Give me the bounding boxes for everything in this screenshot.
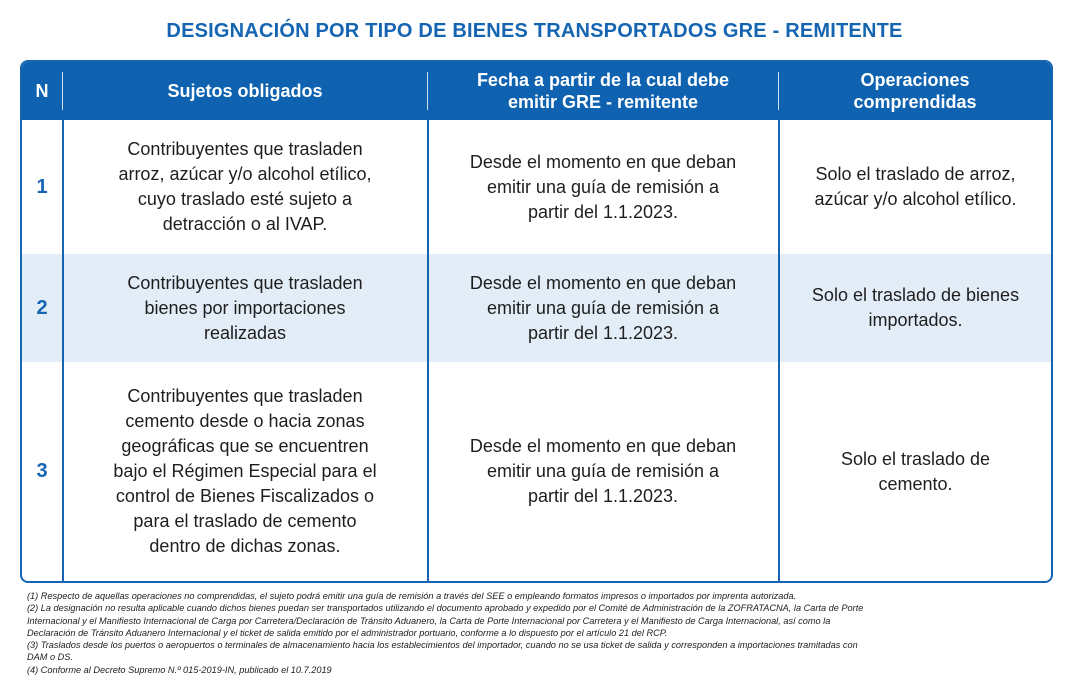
row-number: 1	[36, 175, 48, 198]
row-sujetos-line: cemento desde o hacia zonas	[125, 411, 365, 431]
row-sujetos-line: bajo el Régimen Especial para el	[113, 461, 377, 481]
row-fecha-line: Desde el momento en que deban	[469, 436, 737, 456]
row-sujetos-line: control de Bienes Fiscalizados o	[115, 486, 375, 506]
row-operaciones-line: Solo el traslado de arroz,	[815, 164, 1016, 184]
row-operaciones-line: cemento.	[878, 473, 953, 494]
row-number: 2	[36, 296, 48, 319]
row-operaciones	[780, 362, 1051, 581]
designation-table	[20, 60, 1053, 583]
row-fecha	[429, 362, 777, 581]
footnote-line: (3) Traslados desde los puertos o aeropuertos o terminales de almacenamiento hacia los establecimientos del importador, cuando no se usa ticket de salida y corresponden a importaciones tramitadas con	[27, 640, 858, 651]
row-sujetos-line: cuyo traslado esté sujeto a	[137, 189, 353, 209]
table-row	[22, 120, 1051, 254]
row-sujetos-line: geográficas que se encuentren	[121, 436, 369, 456]
table-header	[22, 62, 1051, 120]
footnote-line: Internacional y el Manifiesto Internacional de Carga por Carretera/Declaración de Tránsito Aduanero, la Carta de Porte Internacional por Carretera y el Manifiesto de Carga Internacional, así como la	[27, 615, 831, 626]
row-fecha-line: emitir una guía de remisión a	[486, 176, 720, 197]
column-divider	[778, 120, 780, 581]
row-fecha	[429, 254, 777, 362]
row-sujetos-line: dentro de dichas zonas.	[149, 536, 341, 556]
column-divider	[62, 120, 64, 581]
row-operaciones	[780, 254, 1051, 362]
page-title: DESIGNACIÓN POR TIPO DE BIENES TRANSPORTADOS GRE - REMITENTE	[166, 20, 903, 42]
footnote-line: (2) La designación no resulta aplicable cuando dichos bienes puedan ser transportados utilizando el documento aprobado y expedido por el Comité de Administración de la ZOFRATACNA, la Carta de Porte	[27, 603, 864, 614]
row-operaciones	[780, 120, 1051, 254]
row-sujetos-line: arroz, azúcar y/o alcohol etílico,	[118, 164, 372, 184]
row-sujetos	[64, 254, 426, 362]
footnote-line: DAM o DS.	[27, 652, 73, 663]
header-fecha	[428, 62, 778, 120]
row-operaciones-line: Solo el traslado de	[840, 448, 991, 469]
row-sujetos-line: bienes por importaciones	[144, 297, 346, 318]
row-fecha-line: emitir una guía de remisión a	[486, 297, 720, 318]
table-row	[22, 362, 1051, 581]
header-fecha-line2: emitir GRE - remitente	[507, 92, 699, 112]
row-number: 3	[36, 460, 48, 482]
header-operaciones-line1: Operaciones	[860, 70, 970, 90]
row-fecha-line: Desde el momento en que deban	[469, 272, 737, 293]
row-sujetos-line: Contribuyentes que trasladen	[127, 272, 363, 293]
row-fecha-line: partir del 1.1.2023.	[527, 322, 679, 343]
column-divider	[427, 120, 429, 581]
footnote-line: Declaración de Tránsito Aduanero Internacional y el ticket de salida emitido por el administrador portuario, conforme a lo dispuesto por el artículo 21 del RCP.	[27, 627, 668, 638]
header-n: N	[35, 81, 49, 101]
row-sujetos-line: Contribuyentes que trasladen	[127, 386, 363, 406]
row-operaciones-line: importados.	[868, 310, 963, 330]
footnotes	[27, 590, 1047, 676]
row-sujetos	[64, 120, 426, 254]
header-operaciones-line2: comprendidas	[853, 92, 977, 112]
row-operaciones-line: azúcar y/o alcohol etílico.	[814, 189, 1017, 209]
row-sujetos-line: realizadas	[203, 322, 287, 343]
row-fecha-line: partir del 1.1.2023.	[527, 486, 679, 506]
footnote-line: (1) Respecto de aquellas operaciones no comprendidas, el sujeto podrá emitir una guía de remisión a través del SEE o empleando formatos impresos o importados por imprenta autorizada.	[27, 591, 797, 601]
header-fecha-line1: Fecha a partir de la cual debe	[476, 70, 730, 90]
row-sujetos-line: detracción o al IVAP.	[162, 214, 328, 234]
row-fecha	[429, 120, 777, 254]
header-sujetos: Sujetos obligados	[167, 81, 323, 101]
row-fecha-line: Desde el momento en que deban	[469, 151, 737, 172]
header-operaciones	[779, 62, 1051, 120]
row-sujetos-line: Contribuyentes que trasladen	[127, 139, 363, 159]
row-fecha-line: partir del 1.1.2023.	[527, 201, 679, 222]
row-fecha-line: emitir una guía de remisión a	[486, 461, 720, 481]
footnote-line: (4) Conforme al Decreto Supremo N.º 015-2019-IN, publicado el 10.7.2019	[27, 664, 332, 675]
table-row	[22, 254, 1051, 362]
row-sujetos	[64, 362, 426, 581]
row-sujetos-line: para el traslado de cemento	[133, 511, 357, 531]
row-operaciones-line: Solo el traslado de bienes	[811, 285, 1020, 305]
